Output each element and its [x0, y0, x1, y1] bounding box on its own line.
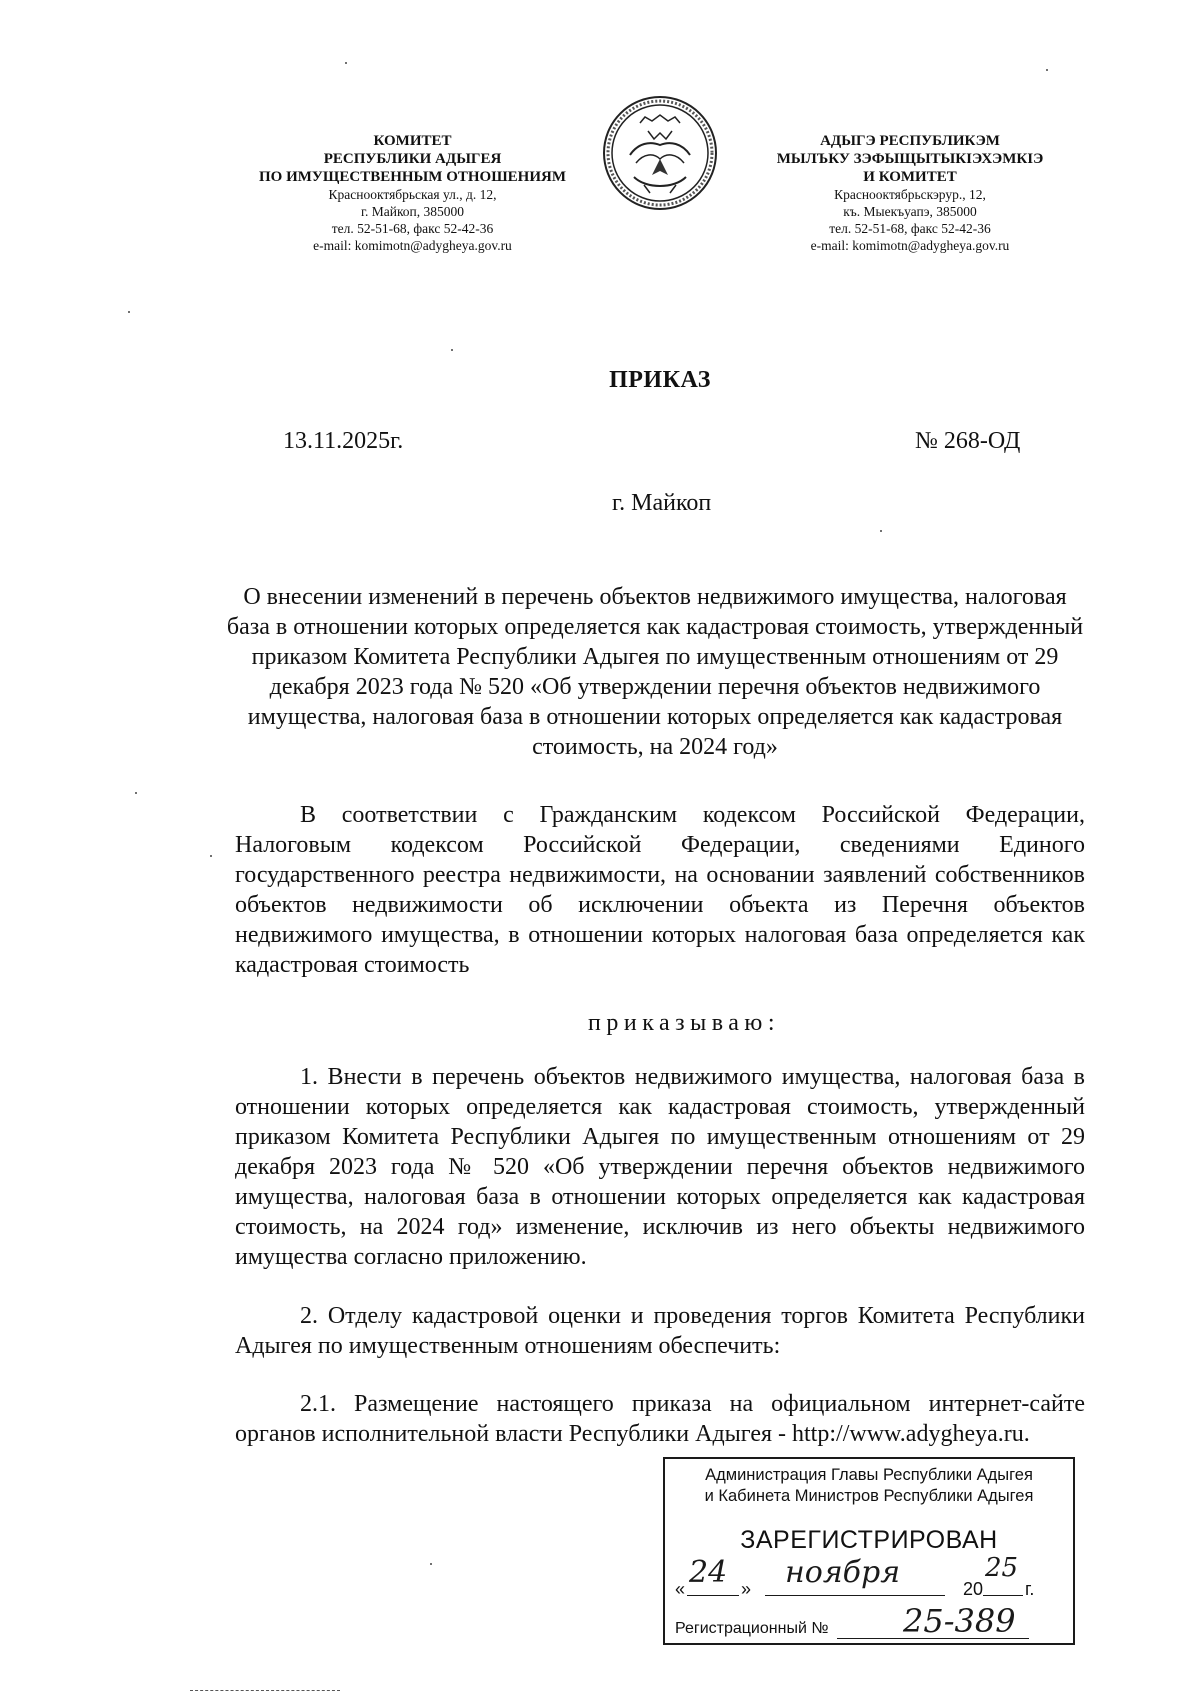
- phone-ru-line: тел. 52-51-68, факс 52-42-36: [331, 221, 494, 236]
- order-number: № 268-ОД: [915, 428, 1021, 454]
- org-name-ru-line-3: ПО ИМУЩЕСТВЕННЫМ ОТНОШЕНИЯМ: [258, 169, 567, 185]
- coat-of-arms-icon: [600, 93, 720, 213]
- stamp-registration-label: Регистрационный №: [675, 1620, 829, 1637]
- org-name-ru-line-2: РЕСПУБЛИКИ АДЫГЕЯ: [323, 151, 502, 167]
- org-name-ady-line-3: И КОМИТЕТ: [863, 169, 957, 185]
- stamp-month-handwritten: ноября: [785, 1555, 901, 1590]
- org-name-ady-line-2: МЫЛЪКУ ЗЭФЫЩЫТЫКIЭХЭМКIЭ: [776, 151, 1044, 167]
- stamp-year-prefix: 20: [963, 1579, 984, 1599]
- scan-speck: [430, 1563, 432, 1565]
- stamp-organization: [665, 1465, 1073, 1507]
- legal-basis-paragraph: В соответствии с Гражданским кодексом Российской Федерации, Налоговым кодексом Российской Федерации, сведениями Единого государственного реестра недвижимости, на основании заявлений собственников объектов недвижимости об исключении объекта из Перечня объектов недвижимого имущества, в отношении которых налоговая база определяется как кадастровая стоимость: [235, 802, 1085, 978]
- item-2-paragraph: 2. Отделу кадастровой оценки и проведения торгов Комитета Республики Адыгея по имущественным отношениям обеспечить:: [235, 1303, 1085, 1359]
- address-ady-line-2: къ. Мыекъуапэ, 385000: [843, 204, 977, 219]
- bottom-rule: [190, 1690, 340, 1691]
- item-2-1-paragraph: 2.1. Размещение настоящего приказа на официальном интернет-сайте органов исполнительной власти Республики Адыгея - http://www.adygheya.ru.: [235, 1391, 1085, 1447]
- order-subject: О внесении изменений в перечень объектов недвижимого имущества, налоговая база в отношении которых определяется как кадастровая стоимость, утвержденный приказом Комитета Республики Адыгея по имущественным отношениям от 29 декабря 2023 года № 520 «Об утверждении перечня объектов недвижимого имущества, налоговая база в отношении которых определяется как кадастровая стоимость, на 2024 год»: [226, 584, 1084, 760]
- stamp-month-line: [765, 1595, 945, 1596]
- order-date: 13.11.2025г.: [283, 428, 404, 454]
- address-ady-line-1: Краснооктябрьскэрур., 12,: [834, 187, 986, 202]
- org-name-ady-line-1: АДЫГЭ РЕСПУБЛИКЭМ: [820, 133, 1000, 149]
- stamp-quote-close: »: [741, 1579, 752, 1599]
- email-ady-line: e-mail: komimotn@adygheya.gov.ru: [810, 238, 1010, 253]
- email-ru-line: e-mail: komimotn@adygheya.gov.ru: [313, 238, 512, 253]
- scan-speck: [451, 349, 453, 351]
- stamp-day-handwritten: 24: [689, 1555, 728, 1590]
- org-name-ru-line-1: КОМИТЕТ: [373, 133, 452, 149]
- stamp-year-line: [983, 1595, 1023, 1596]
- scan-speck: [128, 311, 130, 313]
- address-ru-line-2: г. Майкоп, 385000: [360, 204, 465, 219]
- registration-stamp: [663, 1457, 1075, 1645]
- scan-speck: [1046, 69, 1048, 71]
- scan-speck: [135, 792, 137, 794]
- stamp-registration-row: [675, 1604, 1063, 1642]
- scan-speck: [880, 530, 882, 532]
- address-ru-line-1: Краснооктябрьская ул., д. 12,: [328, 187, 497, 202]
- stamp-year-unit: г.: [1025, 1579, 1035, 1599]
- stamp-registration-number-handwritten: 25-389: [903, 1602, 1016, 1640]
- header-left-block: [225, 132, 600, 254]
- stamp-date-row: [675, 1553, 1063, 1599]
- stamp-status: ЗАРЕГИСТРИРОВАН: [740, 1526, 998, 1554]
- stamp-org-line-1: Администрация Главы Республики Адыгея: [705, 1466, 1033, 1484]
- scan-speck: [345, 62, 347, 64]
- stamp-day-line: [687, 1595, 739, 1596]
- stamp-quote-open: «: [675, 1579, 686, 1599]
- order-title: ПРИКАЗ: [609, 367, 711, 393]
- decree-word: приказываю:: [588, 1010, 781, 1036]
- item-1-paragraph: 1. Внести в перечень объектов недвижимого имущества, налоговая база в отношении которых определяется как кадастровая стоимость, утвержденный приказом Комитета Республики Адыгея по имущественным отношениям от 29 декабря 2023 года № 520 «Об утверждении перечня объектов недвижимого имущества, налоговая база в отношении которых определяется как кадастровая стоимость, на 2024 год» изменение, исключив из него объекты недвижимого имущества согласно приложению.: [235, 1064, 1085, 1270]
- header-right-block: [760, 132, 1060, 254]
- order-city: г. Майкоп: [612, 490, 712, 516]
- stamp-org-line-2: и Кабинета Министров Республики Адыгея: [704, 1487, 1034, 1505]
- stamp-registration-line: [837, 1638, 1029, 1639]
- stamp-year-handwritten: 25: [985, 1553, 1019, 1583]
- phone-ady-line: тел. 52-51-68, факс 52-42-36: [829, 221, 991, 236]
- scan-speck: [210, 855, 212, 857]
